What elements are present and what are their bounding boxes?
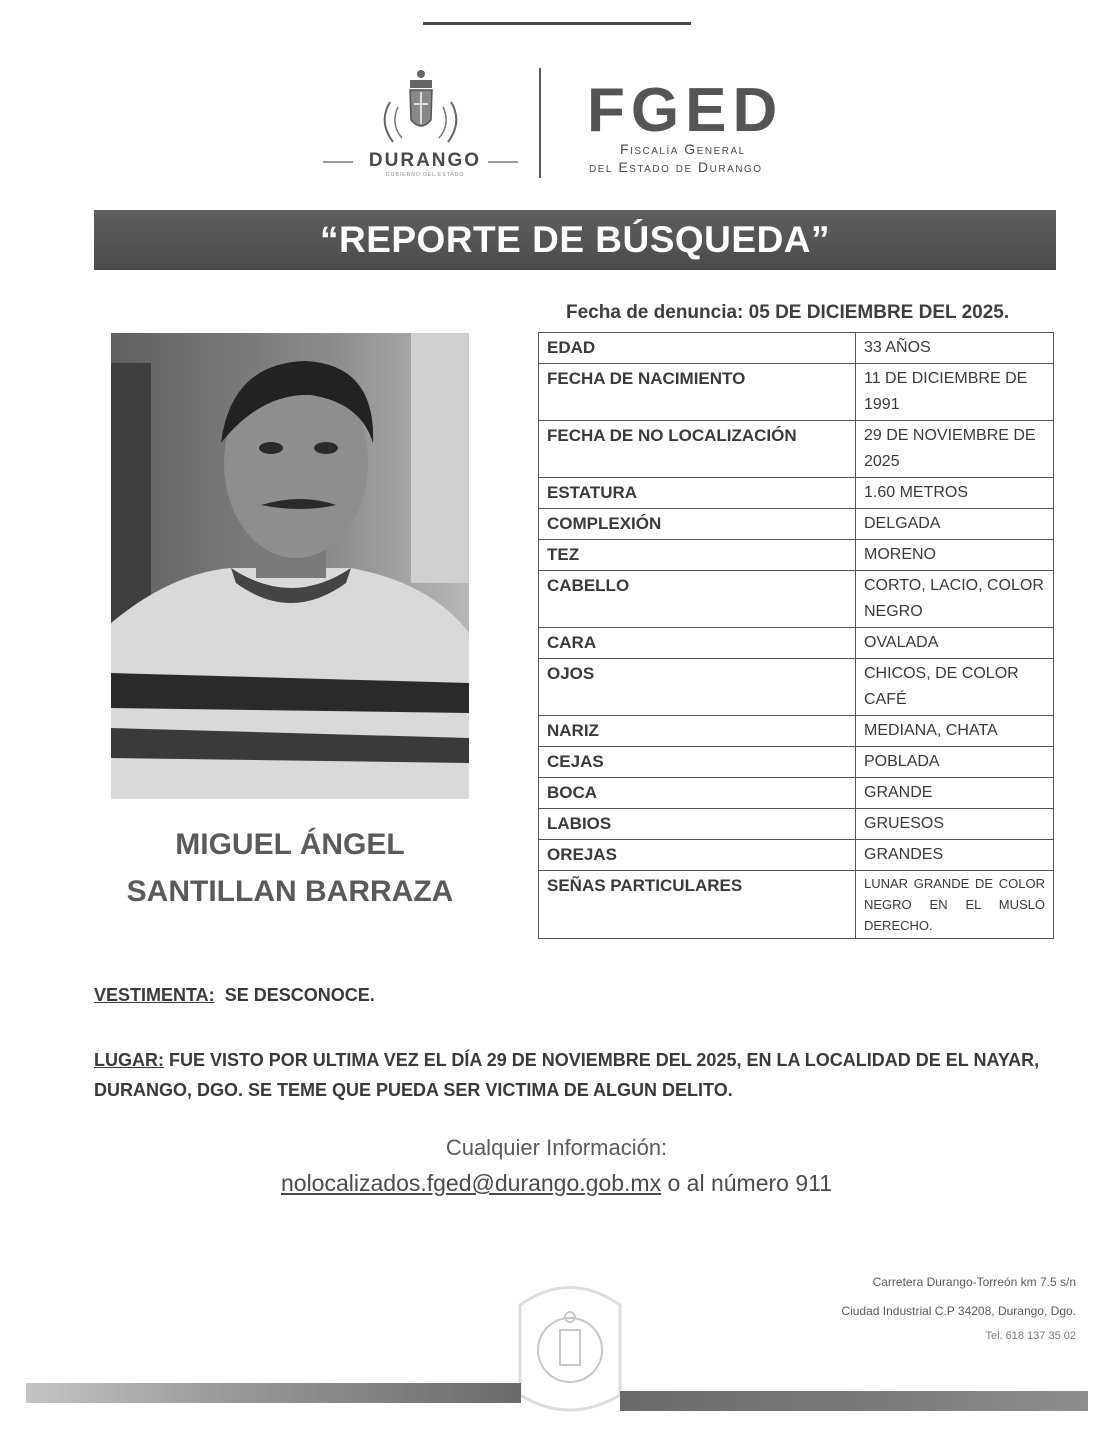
table-row	[539, 716, 1054, 747]
table-row	[539, 421, 1054, 478]
footer-seal-watermark	[510, 1275, 630, 1415]
detail-label: ESTATURA	[539, 478, 856, 509]
location-label: LUGAR:	[94, 1050, 164, 1070]
detail-label: EDAD	[539, 333, 856, 364]
person-photo-graphic	[111, 333, 469, 799]
detail-value: DELGADA	[856, 509, 1054, 540]
clothing-section	[94, 985, 375, 1006]
table-row	[539, 747, 1054, 778]
clothing-text: SE DESCONOCE.	[224, 985, 375, 1005]
person-name-line1: MIGUEL ÁNGEL	[175, 828, 405, 861]
footer-address-line1: Carretera Durango-Torreón km 7.5 s/n	[872, 1275, 1076, 1289]
location-section	[94, 1045, 1064, 1105]
detail-label: BOCA	[539, 778, 856, 809]
table-row	[539, 809, 1054, 840]
table-row	[539, 871, 1054, 939]
table-row	[539, 659, 1054, 716]
logo-divider	[539, 68, 541, 178]
table-row	[539, 333, 1054, 364]
table-row	[539, 840, 1054, 871]
detail-value: 33 AÑOS	[856, 333, 1054, 364]
detail-value: LUNAR GRANDE DE COLOR NEGRO EN EL MUSLO DERECHO.	[856, 871, 1054, 939]
detail-value: GRUESOS	[856, 809, 1054, 840]
report-date: Fecha de denuncia: 05 DE DICIEMBRE DEL 2025.	[566, 302, 1010, 323]
footer-address-line2: Ciudad Industrial C.P 34208, Durango, Dgo.	[841, 1304, 1076, 1318]
details-table	[538, 332, 1054, 939]
contact-title: Cualquier Información:	[445, 1135, 668, 1160]
table-row	[539, 478, 1054, 509]
person-photo	[111, 333, 469, 799]
detail-value: MORENO	[856, 540, 1054, 571]
durango-tagline: GOBIERNO DEL ESTADO	[385, 172, 465, 178]
durango-wordmark: DURANGO	[368, 150, 482, 171]
footer-bar-right	[620, 1391, 1088, 1411]
person-name-line2: SANTILLAN BARRAZA	[126, 875, 454, 908]
detail-value: MEDIANA, CHATA	[856, 716, 1054, 747]
table-row	[539, 509, 1054, 540]
title-banner	[94, 210, 1056, 270]
footer-bar-left	[26, 1383, 521, 1403]
detail-label: CEJAS	[539, 747, 856, 778]
footer-phone: Tel. 618 137 35 02	[985, 1330, 1076, 1342]
fged-subtitle-line2: del Estado de Durango	[589, 159, 763, 175]
top-rule	[423, 22, 691, 25]
detail-value: 11 DE DICIEMBRE DE 1991	[856, 364, 1054, 421]
table-row	[539, 628, 1054, 659]
banner-title: “REPORTE DE BÚSQUEDA”	[319, 219, 831, 260]
fged-title: FGED	[587, 76, 784, 145]
location-text: FUE VISTO POR ULTIMA VEZ EL DÍA 29 DE NOVIEMBRE DEL 2025, EN LA LOCALIDAD DE EL NAYAR, DURANGO, DGO. SE TEME QUE PUEDA SER VICTIMA DE ALGUN DELITO.	[94, 1050, 1040, 1100]
detail-label: NARIZ	[539, 716, 856, 747]
detail-value: POBLADA	[856, 747, 1054, 778]
fged-subtitle-line1: Fiscalía General	[620, 141, 746, 157]
detail-value: CHICOS, DE COLOR CAFÉ	[856, 659, 1054, 716]
contact-phone-text: o al número 911	[667, 1170, 832, 1196]
table-row	[539, 571, 1054, 628]
detail-label: FECHA DE NO LOCALIZACIÓN	[539, 421, 856, 478]
contact-line	[0, 1170, 1113, 1197]
detail-label: TEZ	[539, 540, 856, 571]
detail-label: SEÑAS PARTICULARES	[539, 871, 856, 939]
detail-value: GRANDES	[856, 840, 1054, 871]
detail-value: CORTO, LACIO, COLOR NEGRO	[856, 571, 1054, 628]
table-row	[539, 778, 1054, 809]
detail-label: COMPLEXIÓN	[539, 509, 856, 540]
detail-label: CABELLO	[539, 571, 856, 628]
detail-value: GRANDE	[856, 778, 1054, 809]
clothing-label: VESTIMENTA:	[94, 985, 215, 1005]
detail-label: FECHA DE NACIMIENTO	[539, 364, 856, 421]
detail-label: CARA	[539, 628, 856, 659]
detail-label: OREJAS	[539, 840, 856, 871]
detail-value: 1.60 METROS	[856, 478, 1054, 509]
detail-label: LABIOS	[539, 809, 856, 840]
detail-label: OJOS	[539, 659, 856, 716]
table-row	[539, 364, 1054, 421]
detail-value: OVALADA	[856, 628, 1054, 659]
contact-email-link[interactable]: nolocalizados.fged@durango.gob.mx	[280, 1170, 662, 1196]
table-row	[539, 540, 1054, 571]
detail-value: 29 DE NOVIEMBRE DE 2025	[856, 421, 1054, 478]
